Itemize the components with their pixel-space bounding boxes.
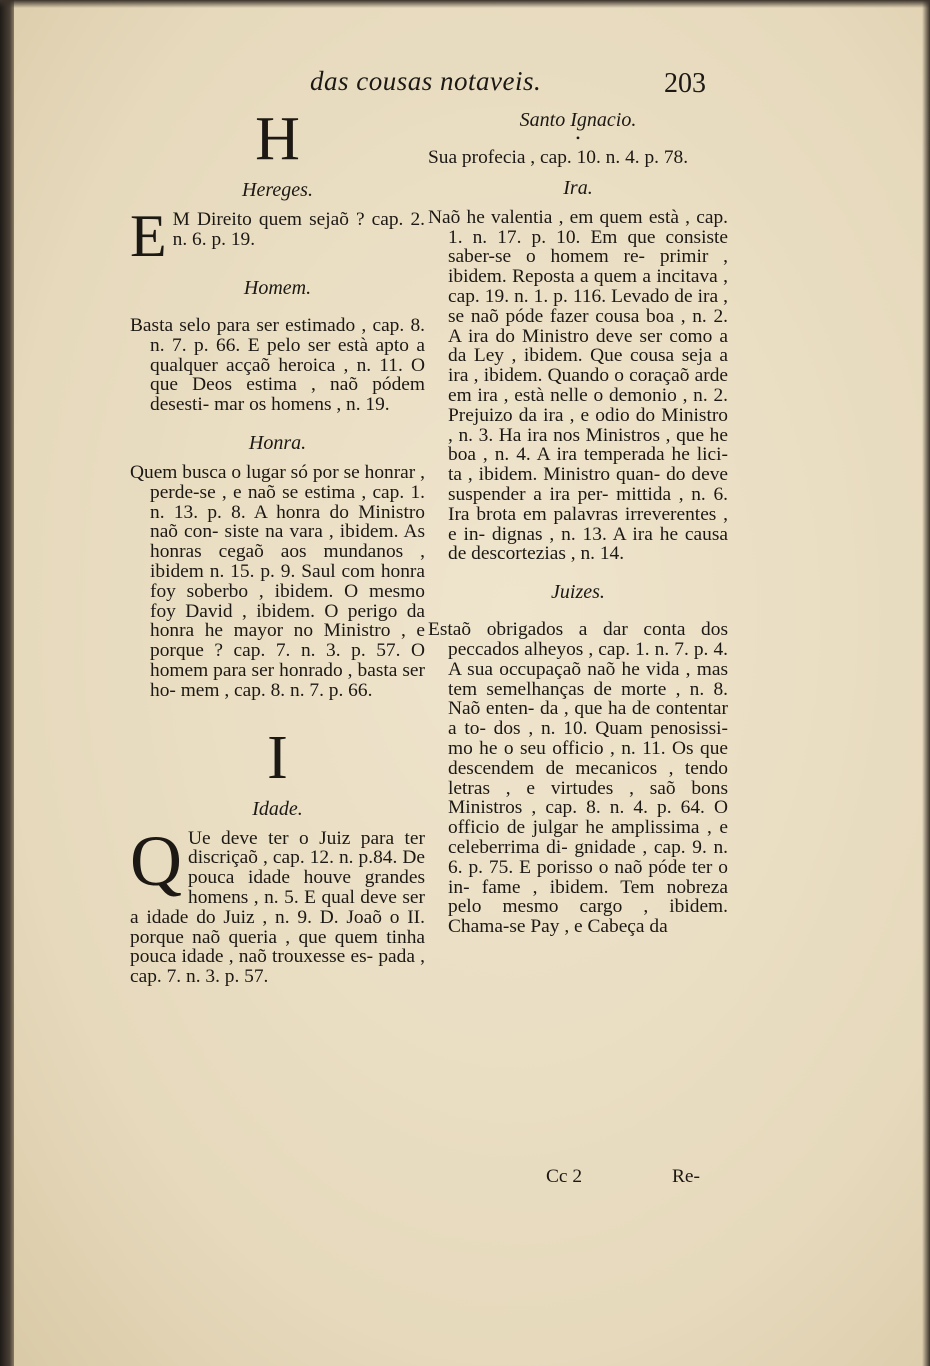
- section-letter-i: I: [267, 723, 288, 792]
- entry-idade-text: Ue deve ter o Juiz para ter discriçaõ , cap. 12. n. p.84. De pouca idade houve grandes homens , n. 5. E qual deve ser a idade do Juiz , n. 9. D. Joaõ o II. porque naõ queria , que quem tinha pouca idade , naõ trouxesse es- pada , cap. 7. n. 3. p. 57.: [130, 827, 425, 988]
- heading-homem: Homem.: [243, 277, 312, 299]
- page-number: 203: [664, 68, 706, 99]
- ornament-mark: •: [575, 131, 581, 145]
- heading-santo-ignacio: Santo Ignacio.: [519, 109, 637, 131]
- page-right-edge: [922, 0, 930, 1366]
- heading-ira: Ira.: [563, 176, 593, 199]
- section-letter-h: H: [255, 105, 300, 173]
- entry-homem: Basta selo para ser estimado , cap. 8. n. 7. p. 66. E pelo ser està apto a qualquer acçaõ heroica , n. 11. O que Deos estima , naõ pódem desesti- mar os homens , n. 19.: [130, 315, 425, 416]
- left-column: [130, 105, 425, 988]
- entry-ira: Naõ he valentia , em quem està , cap. 1. n. 17. p. 10. Em que consiste saber-se o homem re- primir , ibidem. Reposta a quem a incitava , cap. 19. n. 1. p. 116. Levado de ira , se naõ póde fazer cousa boa , n. 2. A ira do Ministro deve ser como a da Ley , ibidem. Que cousa seja a ira , ibidem. Quando o coraçaõ arde em ira , està nelle o demonio , n. 2. Prejuizo da ira , e odio do Ministro , n. 3. Ha ira nos Ministros , que he boa , n. 4. A ira temperada he lici- ta , ibidem. Ministro quan- do deve suspender a ira per- mittida , n. 6. Ira brota em palavras irreverentes , e in- dignas , n. 13. A ira he causa de descortezias , n. 14.: [428, 206, 728, 565]
- heading-hereges: Hereges.: [242, 179, 313, 201]
- drop-cap-q: Q: [130, 820, 182, 901]
- heading-idade: Idade.: [252, 797, 303, 820]
- signature-mark: Cc 2: [546, 1166, 583, 1187]
- page-top-edge: [0, 0, 930, 8]
- book-binding-shadow: [0, 0, 14, 1366]
- running-head: das cousas notaveis.: [310, 66, 542, 96]
- entry-juizes: Estaõ obrigados a dar conta dos peccados alheyos , cap. 1. n. 7. p. 4. A sua occupaçaõ naõ he vida , mas tem semelhanças de morte , n. 8. Naõ enten- da , que ha de contentar a to- dos , n. 10. Quam penosissi- mo he o seu officio , n. 11. Os que descendem de mecanicos , tendo letras , e virtudes , saõ bons Ministros , cap. 8. n. 4. p. 64. O officio de julgar he amplissima , e celeberrima di- gnidade , cap. 9. n. 6. p. 75. E porisso o naõ póde ter o in- fame , ibidem. Tem nobreza pelo mesmo cargo , ibidem. Chama-se Pay , e Cabeça da: [428, 619, 728, 938]
- entry-hereges-text: M Direito quem sejaõ ? cap. 2. n. 6. p. 19.: [172, 209, 425, 250]
- heading-honra: Honra.: [248, 431, 307, 454]
- drop-cap-e: E: [130, 203, 167, 269]
- entry-idade: [130, 820, 425, 988]
- right-column: [428, 108, 728, 937]
- entry-honra: Quem busca o lugar só por se honrar , perde-se , e naõ se estima , cap. 1. n. 13. p. 8. A honra do Ministro naõ con- siste na vara , ibidem. As honras cegaõ aos mundanos , ibidem n. 15. p. 9. Saul com honra foy soberbo , ibidem. O mesmo foy David , ibidem. O perigo da honra he mayor no Ministro , e porque ? cap. 7. n. 3. p. 57. O homem para ser honrado , basta ser ho- mem , cap. 8. n. 7. p. 66.: [130, 461, 425, 701]
- catchword: Re-: [672, 1166, 700, 1187]
- entry-hereges: [130, 203, 425, 269]
- heading-juizes: Juizes.: [551, 581, 605, 604]
- entry-santo-ignacio: Sua profecia , cap. 10. n. 4. p. 78.: [428, 147, 689, 168]
